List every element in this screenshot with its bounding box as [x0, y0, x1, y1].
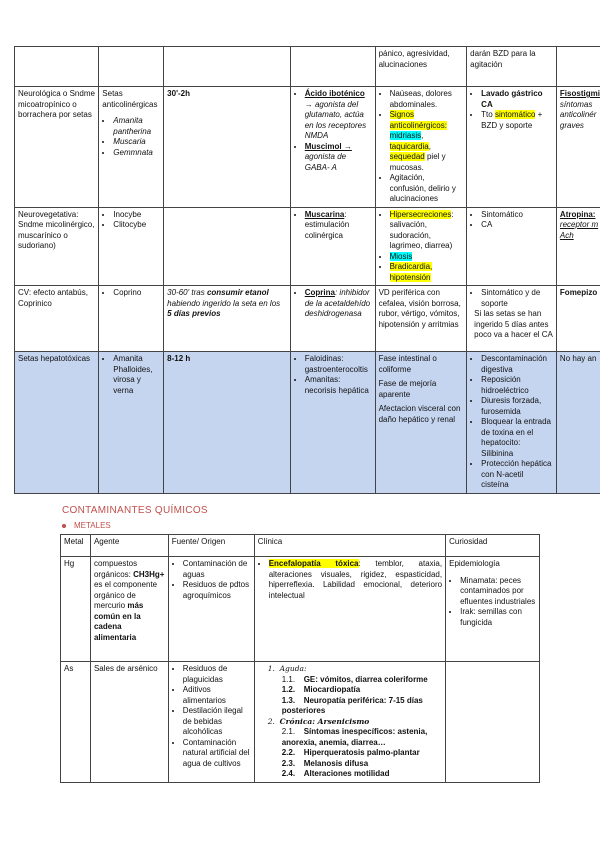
- header-curiosity: Curiosidad: [446, 535, 540, 557]
- cell-clinical: • Hipersecreciones: salivación, sudoración, lagrimeo, diarrea) • Miosis • Bradicardia, hipotensión: [375, 207, 467, 286]
- table-row: [15, 87, 600, 208]
- cell-syndrome: Neurológica o Sndme micoatropínico o borrachera por setas: [15, 87, 99, 208]
- table-header-row: [61, 535, 540, 557]
- cell-antidote: No hay an: [556, 352, 600, 494]
- cell-latency: 30'-2h: [164, 87, 291, 208]
- cell-treatment: • Descontaminación digestiva • Reposición hidroeléctrico • Diuresis forzada, furosemida • Bloquear la entrada de toxina en el hepatocito: Silibinina • Protección hepática con N-acetil cisteína: [467, 352, 557, 494]
- cell-agent: compuestos orgánicos: CH3Hg+ es el componente orgánico de mercurio más común en la cadena alimentaria: [90, 557, 168, 662]
- header-source: Fuente/ Origen: [168, 535, 254, 557]
- cell-source: • Residuos de plaguicidas • Aditivos alimentarios • Destilación ilegal de bebidas alcohólicas • Contaminación natural artificial del agua de cultivos: [168, 662, 254, 783]
- table-row: [15, 286, 600, 352]
- bullet-icon: [62, 524, 66, 528]
- header-agent: Agente: [90, 535, 168, 557]
- table-row: [61, 662, 540, 783]
- table-row: [61, 557, 540, 662]
- cell-clinical: VD periférica con cefalea, visión borrosa, rubor, vértigo, vómitos, hipotensión y arritmias: [375, 286, 467, 352]
- header-clinical: Clínica: [254, 535, 445, 557]
- table-row: [15, 47, 600, 87]
- cell-treatment: • Lavado gástrico CA • Tto sintomático + BZD y soporte: [467, 87, 557, 208]
- cell-latency: [164, 207, 291, 286]
- cell-syndrome: CV: efecto antabús, Coprinico: [15, 286, 99, 352]
- cell-clinical: 1. Aguda: 1.1. GE: vómitos, diarrea coleriforme 1.2. Miocardiopatía 1.3. Neuropatía periférica: 7-15 días posteriores 2. Crónica: Arsenicismo 2.1. Síntomas inespecíficos: astenia, anorexia, anemia, diarrea… 2.2. Hiperqueratosis palmo-plantar 2.3. Melanosis difusa 2.4. Alteraciones motilidad: [254, 662, 445, 783]
- cell-species: • Amanita Phalloides, virosa y verna: [99, 352, 164, 494]
- cell-agent: Sales de arsénico: [90, 662, 168, 783]
- cell-latency: 30-60' tras consumir etanol habiendo ingerido la seta en los 5 días previos: [164, 286, 291, 352]
- table-row: [15, 207, 600, 286]
- cell-source: • Contaminación de aguas • Residuos de pdtos agroquímicos: [168, 557, 254, 662]
- cell-species: Setas anticolinérgicas • Amanita pantherina • Muscaria • Gemmnata: [99, 87, 164, 208]
- cell-syndrome: Neurovegetativa: Sndme micolinérgico, muscarínico o sudoriano): [15, 207, 99, 286]
- cell-treatment: darán BZD para la agitación: [467, 47, 557, 87]
- mushroom-toxicity-table: [14, 46, 600, 494]
- cell-curiosity: Epidemiología • Minamata: peces contaminados por efluentes industriales • Irak: semillas con fungicida: [446, 557, 540, 662]
- cell-toxin: • Ácido iboténico → agonista del glutamato, actúa en los receptores NMDA • Muscimol → agonista de GABA- A: [290, 87, 375, 208]
- cell-treatment: • Sintomático • CA: [467, 207, 557, 286]
- cell-toxin: • Faloidinas: gastroenterocoltis • Amanitas: necorisis hepática: [290, 352, 375, 494]
- cell-metal: Hg: [61, 557, 91, 662]
- cell-antidote: Fomepizo: [556, 286, 600, 352]
- header-metal: Metal: [61, 535, 91, 557]
- cell-clinical: • Naúseas, dolores abdominales. • Signos anticolinérgicos: midriasis, taquicardia, sequedad piel y mucosas. • Agitación, confusión, delirio y alucinaciones: [375, 87, 467, 208]
- cell-metal: As: [61, 662, 91, 783]
- cell-treatment: • Sintomático y de soporte Si las setas se han ingerido 5 días antes poco va a hacer el CA: [467, 286, 557, 352]
- metals-table: [60, 534, 540, 783]
- cell-species: • Inocybe • Clitocybe: [99, 207, 164, 286]
- cell-syndrome: Setas hepatotóxicas: [15, 352, 99, 494]
- cell-latency: 8-12 h: [164, 352, 291, 494]
- subsection-title: METALES: [62, 521, 111, 530]
- cell-clinical: • Encefalopatía tóxica: temblor, ataxia, alteraciones visuales, rigidez, espasticidad, hiperreflexia. Labilidad emocional, deterioro intelectual: [254, 557, 445, 662]
- cell-toxin: • Muscarina: estimulación colinérgica: [290, 207, 375, 286]
- cell-curiosity: [446, 662, 540, 783]
- cell-antidote: Atropina: receptor m Ach: [556, 207, 600, 286]
- cell-species: • Coprino: [99, 286, 164, 352]
- cell-clinical: Fase intestinal o coliforme Fase de mejoría aparente Afectacion visceral con daño hepático y renal: [375, 352, 467, 494]
- cell-clinical: pánico, agresividad, alucinaciones: [375, 47, 467, 87]
- section-title: CONTAMINANTES QUÍMICOS: [62, 505, 208, 516]
- cell-toxin: • Coprina: inhibidor de la acetaldehído deshidrogenasa: [290, 286, 375, 352]
- table-row: [15, 352, 600, 494]
- cell-antidote: Fisostigmi síntomas anticolinér graves: [556, 87, 600, 208]
